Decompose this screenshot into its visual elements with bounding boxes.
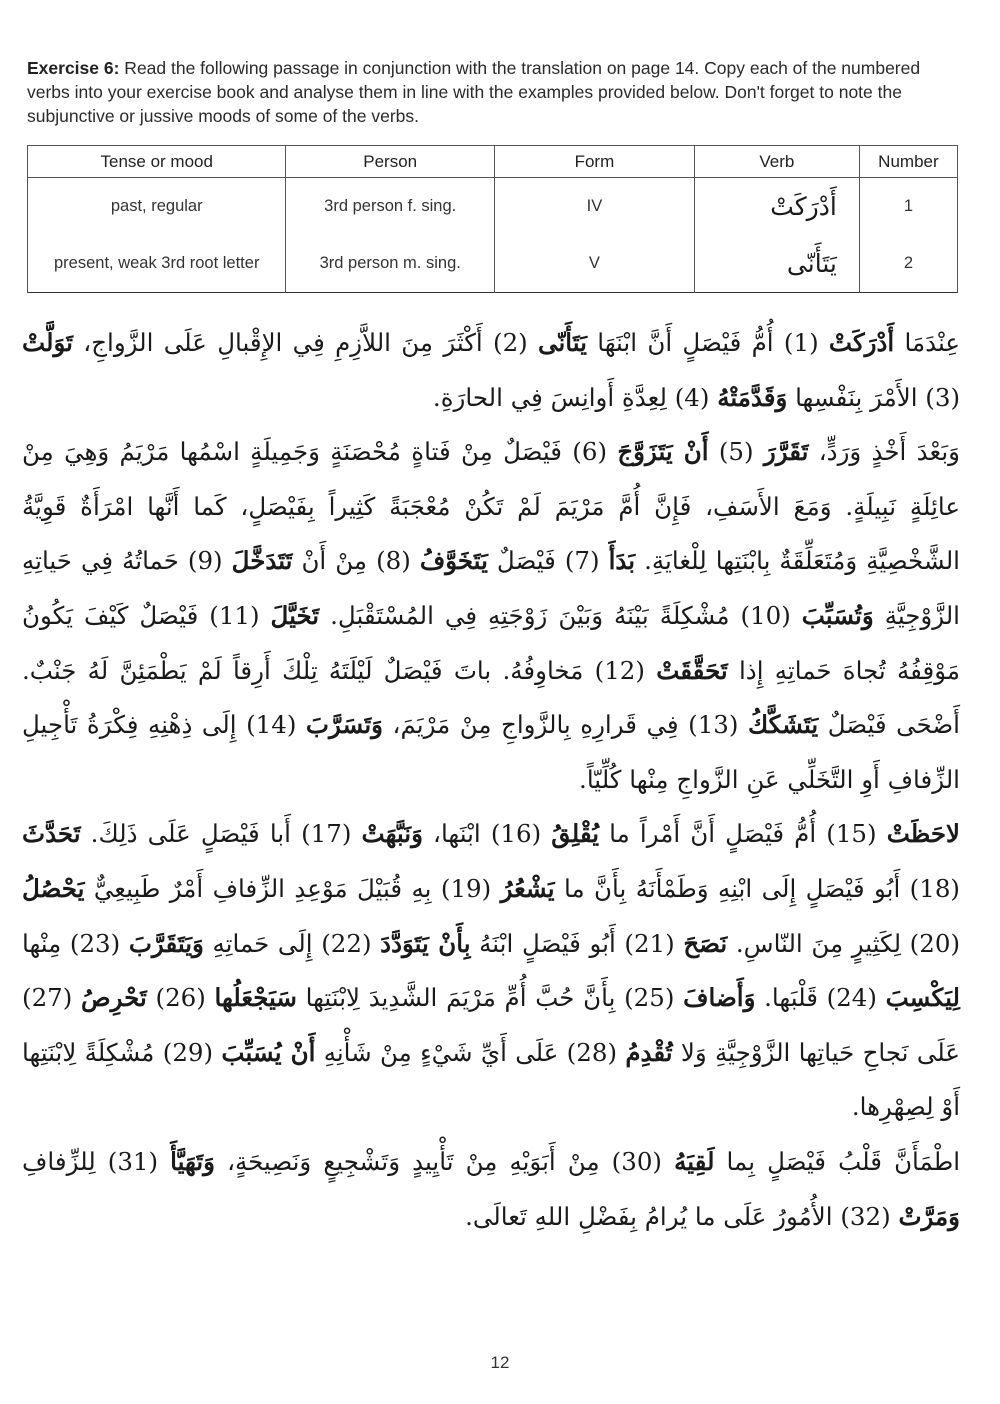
verb-analysis-table [27, 145, 958, 293]
numbered-verb: وَأَضافَ [683, 983, 756, 1013]
numbered-verb: أَنْ يُسَبِّبَ [221, 1037, 316, 1067]
exercise-text: Read the following passage in conjunction with the translation on page 14. Copy each of the numbered verbs into your exercise book and analyse them in line with the examples provided below. Don't forget to note the subjunctive or jussive moods of some of the verbs. [27, 58, 921, 126]
numbered-verb: نَصَحَ [683, 928, 728, 958]
arabic-passage [22, 316, 960, 1244]
numbered-verb: وَتُسَبِّبَ [801, 600, 874, 630]
numbered-verb: تَحَدَّثَ [22, 819, 81, 849]
cell-person: 3rd person f. sing. [286, 178, 495, 236]
cell-tense: past, regular [28, 178, 286, 236]
header-number: Number [859, 146, 957, 178]
numbered-verb: تَحَقَّقَتْ [656, 655, 728, 685]
numbered-verb: تُقْدِمُ [625, 1037, 673, 1067]
header-form: Form [494, 146, 694, 178]
numbered-verb: تَوَلَّتْ [22, 328, 73, 357]
header-person: Person [286, 146, 495, 178]
numbered-verb: يُقْلِقُ [551, 819, 600, 849]
numbered-verb: أَدْرَكَتْ [828, 328, 895, 357]
numbered-verb: وَمَرَّتْ [898, 1201, 960, 1231]
cell-tense: present, weak 3rd root letter [28, 235, 286, 293]
numbered-verb: وَتَسَرَّبَ [305, 710, 384, 740]
numbered-verb: وَتَهَيَّأَ [170, 1146, 215, 1176]
header-verb: Verb [694, 146, 859, 178]
numbered-verb: وَقَدَّمَتْهُ [717, 382, 788, 412]
numbered-verb: يَتَأَنّى [538, 328, 587, 357]
numbered-verb: بَدَأَ [608, 546, 636, 576]
cell-form: IV [494, 178, 694, 236]
cell-number: 1 [859, 178, 957, 236]
numbered-verb: يَحْصُلُ [22, 873, 85, 903]
passage-paragraph: وَبَعْدَ أَخْذٍ وَرَدٍّ، تَقَرَّرَ (5) أَنْ يَتَزَوَّجَ (6) فَيْصَلٌ مِنْ فَتاةٍ مُحْصَنَةٍ وَجَمِيلَةٍ اسْمُها مَرْيَمُ وَهِيَ مِنْ عائِلَةٍ نَبِيلَةٍ. وَمَعَ الأَسَفِ، فَإِنَّ أُمَّ مَرْيَمَ لَمْ تَكُنْ مُعْجَبَةً كَثِيراً بِفَيْصَلٍ، كَما أَنَّها امْرَأَةٌ قَوِيَّةُ الشَّخْصِيَّةِ وَمُتَعَلِّقَةٌ بِابْنَتِها لِلْغايَةِ. بَدَأَ (7) فَيْصَلٌ يَتَخَوَّفُ (8) مِنْ أَنْ تَتَدَخَّلَ (9) حَماتُهُ فِي حَياتِهِ الزَّوْجِيَّةِ وَتُسَبِّبَ (10) مُشْكِلَةً بَيْنَهُ وَبَيْنَ زَوْجَتِهِ فِي المُسْتَقْبَلِ. تَخَيَّلَ (11) فَيْصَلٌ كَيْفَ يَكُونُ مَوْقِفُهُ تُجاهَ حَماتِهِ إِذا تَحَقَّقَتْ (12) مَخاوِفُهُ. باتَ فَيْصَلٌ لَيْلَتَهُ تِلْكَ أَرِقاً لَمْ يَطْمَئِنَّ لَهُ جَنْبٌ. أَضْحَى فَيْصَلٌ يَتَشَكَّكُ (13) فِي قَرارِهِ بِالزَّواجِ مِنْ مَرْيَمَ، وَتَسَرَّبَ (14) إِلَى ذِهْنِهِ فِكْرَةُ تَأْجِيلِ الزِّفافِ أَوِ التَّخَلِّي عَنِ الزَّواجِ مِنْها كُلِّيّاً. [22, 437, 961, 794]
table-header-row [28, 146, 958, 178]
passage-paragraph: لاحَظَتْ (15) أُمُّ فَيْصَلٍ أَنَّ أَمْراً ما يُقْلِقُ (16) ابْنَها، وَنَبَّهَتْ (17) أَبا فَيْصَلٍ عَلَى ذَلِكَ. تَحَدَّثَ (18) أَبُو فَيْصَلٍ إِلَى ابْنِهِ وَطَمْأَنَهُ بِأَنَّ ما يَشْعُرُ (19) بِهِ قُبَيْلَ مَوْعِدِ الزِّفافِ أَمْرٌ طَبِيعِيٌّ يَحْصُلُ (20) لِكَثِيرٍ مِنَ النّاسِ. نَصَحَ (21) أَبُو فَيْصَلٍ ابْنَهُ بِأَنْ يَتَوَدَّدَ (22) إِلَى حَماتِهِ وَيَتَقَرَّبَ (23) مِنْها لِيَكْسِبَ (24) قَلْبَها. وَأَضافَ (25) بِأَنَّ حُبَّ أُمِّ مَرْيَمَ الشَّدِيدَ لِابْنَتِها سَيَجْعَلُها (26) تَحْرِصُ (27) عَلَى نَجاحِ حَياتِها الزَّوْجِيَّةِ وَلا تُقْدِمُ (28) عَلَى أَيِّ شَيْءٍ مِنْ شَأْنِهِ أَنْ يُسَبِّبَ (29) مُشْكِلَةً لِابْنَتِها أَوْ لِصِهْرِها. [22, 819, 960, 1122]
numbered-verb: يَشْعُرُ [500, 873, 555, 903]
passage-paragraph: عِنْدَمَا أَدْرَكَتْ (1) أُمُّ فَيْصَلٍ أَنَّ ابْنَهَا يَتَأَنّى (2) أَكْثَرَ مِنَ اللاَّزِمِ فِي الإِقْبالِ عَلَى الزَّواجِ، تَوَلَّتْ (3) الأَمْرَ بِنَفْسِها وَقَدَّمَتْهُ (4) لِعِدَّةِ أَوانِسَ فِي الحارَةِ. [22, 328, 960, 412]
numbered-verb: سَيَجْعَلُها [214, 983, 297, 1013]
cell-number: 2 [859, 235, 957, 293]
numbered-verb: لِيَكْسِبَ [885, 983, 960, 1013]
numbered-verb: تَحْرِصُ [81, 983, 147, 1013]
header-tense-or-mood: Tense or mood [28, 146, 286, 178]
cell-verb: أَدْرَكَتْ [694, 178, 859, 236]
numbered-verb: يَتَخَوَّفُ [419, 546, 488, 576]
passage-paragraph: اطْمَأَنَّ قَلْبُ فَيْصَلٍ بِما لَقِيَهُ (30) مِنْ أَبَوَيْهِ مِنْ تَأْيِيدٍ وَتَشْجِيعٍ وَنَصِيحَةٍ، وَتَهَيَّأَ (31) لِلزِّفافِ وَمَرَّتْ (32) الأُمُورُ عَلَى ما يُرامُ بِفَضْلِ اللهِ تَعالَى. [22, 1146, 960, 1231]
exercise-instructions [27, 56, 957, 128]
numbered-verb: وَنَبَّهَتْ [361, 819, 423, 849]
cell-person: 3rd person m. sing. [286, 235, 495, 293]
numbered-verb: لَقِيَهُ [674, 1146, 715, 1176]
numbered-verb: وَيَتَقَرَّبَ [128, 928, 204, 958]
numbered-verb: لاحَظَتْ [886, 819, 960, 849]
page-number: 12 [490, 1353, 510, 1372]
cell-verb: يَتَأَنّى [694, 235, 859, 293]
numbered-verb: تَتَدَخَّلَ [231, 546, 293, 576]
table-row [28, 178, 958, 236]
numbered-verb: تَخَيَّلَ [270, 600, 320, 630]
numbered-verb: بِأَنْ يَتَوَدَّدَ [380, 928, 471, 958]
numbered-verb: تَقَرَّرَ [763, 437, 809, 467]
exercise-label: Exercise 6: [27, 58, 120, 78]
numbered-verb: يَتَشَكَّكُ [747, 710, 819, 740]
table-row [28, 235, 958, 293]
numbered-verb: أَنْ يَتَزَوَّجَ [617, 437, 709, 467]
cell-form: V [494, 235, 694, 293]
